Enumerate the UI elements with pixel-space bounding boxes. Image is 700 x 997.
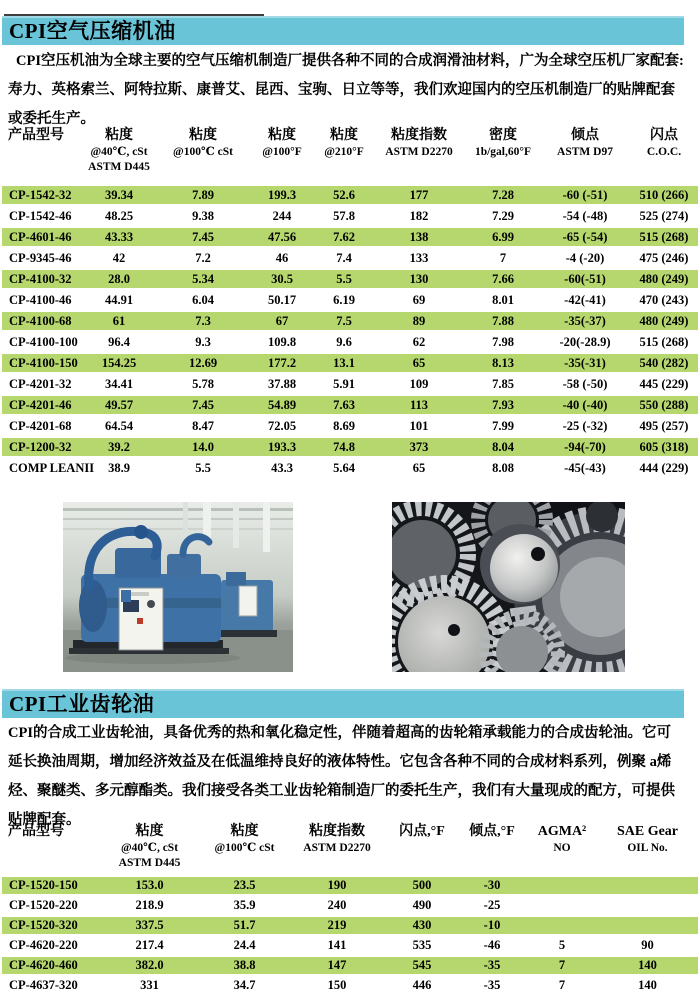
table-cell: CP-4100-68 bbox=[2, 311, 80, 332]
table-cell: 43.3 bbox=[248, 458, 316, 479]
table-cell: 153.0 bbox=[97, 877, 202, 896]
table-cell: -65 (-54) bbox=[540, 227, 630, 248]
table-cell: -35(-31) bbox=[540, 353, 630, 374]
table-cell: CP-4620-460 bbox=[2, 956, 97, 976]
table-cell: 240 bbox=[287, 896, 387, 916]
table-cell: 7 bbox=[466, 248, 540, 269]
table-cell: 373 bbox=[372, 437, 466, 458]
table-cell: 154.25 bbox=[80, 353, 158, 374]
table-row bbox=[2, 248, 698, 269]
table-cell: 7.2 bbox=[158, 248, 248, 269]
table-cell: 140 bbox=[597, 976, 698, 996]
table-cell: 9.3 bbox=[158, 332, 248, 353]
table-cell: 147 bbox=[287, 956, 387, 976]
table-cell: 446 bbox=[387, 976, 457, 996]
table-cell: 8.69 bbox=[316, 416, 372, 437]
table-cell: -35(-37) bbox=[540, 311, 630, 332]
table-body bbox=[2, 186, 698, 479]
table-cell: 72.05 bbox=[248, 416, 316, 437]
table-cell: 57.8 bbox=[316, 206, 372, 227]
table-cell: 190 bbox=[287, 877, 387, 896]
table-cell: CP-1542-46 bbox=[2, 206, 80, 227]
table-cell: 39.2 bbox=[80, 437, 158, 458]
gear-oil-spec-table bbox=[2, 820, 698, 997]
air-compressor-photo bbox=[63, 502, 293, 672]
table-cell: -35 bbox=[457, 956, 527, 976]
column-header: 粘度指数 ASTM D2270 bbox=[385, 128, 453, 158]
table-cell: 64.54 bbox=[80, 416, 158, 437]
table-cell: 90 bbox=[597, 936, 698, 956]
table-cell: 47.56 bbox=[248, 227, 316, 248]
table-cell: 495 (257) bbox=[630, 416, 698, 437]
table-row bbox=[2, 353, 698, 374]
table-cell: 34.41 bbox=[80, 374, 158, 395]
gears-photo bbox=[392, 502, 625, 672]
table-cell: 480 (249) bbox=[630, 269, 698, 290]
table-cell: 219 bbox=[287, 916, 387, 936]
table-cell: 23.5 bbox=[202, 877, 287, 896]
table-cell bbox=[597, 877, 698, 896]
table-cell: 540 (282) bbox=[630, 353, 698, 374]
table-cell: CP-4601-46 bbox=[2, 227, 80, 248]
table-row bbox=[2, 290, 698, 311]
table-cell: 7.29 bbox=[466, 206, 540, 227]
compressor-oil-spec-table bbox=[2, 124, 698, 480]
table-row bbox=[2, 311, 698, 332]
table-cell: CP-4201-68 bbox=[2, 416, 80, 437]
table-cell: -40 (-40) bbox=[540, 395, 630, 416]
table-cell: 9.6 bbox=[316, 332, 372, 353]
table-cell: 13.1 bbox=[316, 353, 372, 374]
table-cell: -25 (-32) bbox=[540, 416, 630, 437]
table-cell: 89 bbox=[372, 311, 466, 332]
table-cell: 217.4 bbox=[97, 936, 202, 956]
table-cell: 61 bbox=[80, 311, 158, 332]
table-cell: -46 bbox=[457, 936, 527, 956]
table-row bbox=[2, 227, 698, 248]
table-cell: 331 bbox=[97, 976, 202, 996]
table-cell: -25 bbox=[457, 896, 527, 916]
table-cell: 44.91 bbox=[80, 290, 158, 311]
column-header: SAE Gear OIL No. bbox=[616, 824, 679, 854]
table-cell: CP-9345-46 bbox=[2, 248, 80, 269]
table-cell bbox=[527, 916, 597, 936]
column-header: 粘度 @100°F bbox=[262, 128, 302, 158]
table-cell: 7.5 bbox=[316, 311, 372, 332]
table-cell: 218.9 bbox=[97, 896, 202, 916]
table-cell: 7.88 bbox=[466, 311, 540, 332]
table-cell: 109.8 bbox=[248, 332, 316, 353]
paragraph-line: 贴牌配套。 bbox=[8, 812, 81, 828]
table-row bbox=[2, 976, 698, 996]
table-row bbox=[2, 269, 698, 290]
table-cell: 515 (268) bbox=[630, 227, 698, 248]
table-header bbox=[2, 124, 698, 186]
table-cell: 7.62 bbox=[316, 227, 372, 248]
table-cell: 382.0 bbox=[97, 956, 202, 976]
table-cell: 7 bbox=[527, 976, 597, 996]
table-cell: 96.4 bbox=[80, 332, 158, 353]
table-cell: 24.4 bbox=[202, 936, 287, 956]
table-cell: COMP LEANII bbox=[2, 458, 80, 479]
table-cell: 475 (246) bbox=[630, 248, 698, 269]
table-cell: 37.88 bbox=[248, 374, 316, 395]
table-cell: 5.64 bbox=[316, 458, 372, 479]
section-header-compressor-oil bbox=[2, 16, 684, 45]
table-cell: 138 bbox=[372, 227, 466, 248]
table-cell: CP-4100-100 bbox=[2, 332, 80, 353]
table-cell: 7 bbox=[527, 956, 597, 976]
table-cell: 7.89 bbox=[158, 186, 248, 206]
table-row bbox=[2, 395, 698, 416]
table-cell: 52.6 bbox=[316, 186, 372, 206]
table-cell: CP-4100-150 bbox=[2, 353, 80, 374]
table-cell bbox=[597, 896, 698, 916]
table-row bbox=[2, 896, 698, 916]
table-cell: 38.8 bbox=[202, 956, 287, 976]
table-cell: -30 bbox=[457, 877, 527, 896]
table-cell: CP-4637-320 bbox=[2, 976, 97, 996]
table-row bbox=[2, 186, 698, 206]
table-cell: 6.19 bbox=[316, 290, 372, 311]
column-header: 密度 1b/gal,60°F bbox=[474, 128, 532, 158]
table-cell: 535 bbox=[387, 936, 457, 956]
table-cell: 38.9 bbox=[80, 458, 158, 479]
column-header: 产品型号 bbox=[8, 824, 64, 839]
table-cell: CP-4620-220 bbox=[2, 936, 97, 956]
table-cell: CP-4100-46 bbox=[2, 290, 80, 311]
table-cell: 605 (318) bbox=[630, 437, 698, 458]
table-cell: 430 bbox=[387, 916, 457, 936]
table-cell: 7.45 bbox=[158, 395, 248, 416]
table-cell: 28.0 bbox=[80, 269, 158, 290]
table-cell: 5.5 bbox=[158, 458, 248, 479]
table-header-row bbox=[2, 124, 698, 186]
table-cell: CP-4201-32 bbox=[2, 374, 80, 395]
table-cell: 8.04 bbox=[466, 437, 540, 458]
table-cell: -35 bbox=[457, 976, 527, 996]
section-header-gear-oil bbox=[2, 689, 684, 718]
column-header: 粘度 @100℃ cSt bbox=[214, 824, 275, 854]
table-cell: CP-1520-220 bbox=[2, 896, 97, 916]
table-cell: -42(-41) bbox=[540, 290, 630, 311]
column-header: 闪点 C.O.C. bbox=[646, 128, 682, 158]
table-cell: 337.5 bbox=[97, 916, 202, 936]
table-cell: 65 bbox=[372, 458, 466, 479]
paragraph-line: 或委托生产。 bbox=[8, 111, 95, 127]
table-cell: 7.99 bbox=[466, 416, 540, 437]
table-cell: 46 bbox=[248, 248, 316, 269]
table-cell: 177 bbox=[372, 186, 466, 206]
table-cell: 34.7 bbox=[202, 976, 287, 996]
table-cell: -58 (-50) bbox=[540, 374, 630, 395]
table-cell: 49.57 bbox=[80, 395, 158, 416]
table-cell: 14.0 bbox=[158, 437, 248, 458]
table-cell: CP-1200-32 bbox=[2, 437, 80, 458]
table-row bbox=[2, 877, 698, 896]
table-cell: 74.8 bbox=[316, 437, 372, 458]
paragraph-line: CPI空压机油为全球主要的空气压缩机制造厂提供各种不同的合成润滑油材料，广为全球空压机厂家配套: bbox=[16, 53, 684, 69]
table-header-row bbox=[2, 820, 698, 877]
table-cell: CP-1542-32 bbox=[2, 186, 80, 206]
table-cell: 50.17 bbox=[248, 290, 316, 311]
table-cell: 30.5 bbox=[248, 269, 316, 290]
table-cell: 9.38 bbox=[158, 206, 248, 227]
table-row bbox=[2, 206, 698, 227]
table-cell: -94(-70) bbox=[540, 437, 630, 458]
table-cell: 141 bbox=[287, 936, 387, 956]
table-cell: 182 bbox=[372, 206, 466, 227]
column-header: 粘度 @40℃, cSt ASTM D445 bbox=[118, 824, 181, 869]
section-title: CPI空气压缩机油 bbox=[9, 19, 176, 43]
table-cell: 445 (229) bbox=[630, 374, 698, 395]
table-cell: 35.9 bbox=[202, 896, 287, 916]
table-cell: -60 (-51) bbox=[540, 186, 630, 206]
table-row bbox=[2, 458, 698, 479]
table-cell: CP-4100-32 bbox=[2, 269, 80, 290]
table-cell: 48.25 bbox=[80, 206, 158, 227]
table-cell: -20(-28.9) bbox=[540, 332, 630, 353]
table-header bbox=[2, 820, 698, 877]
column-header: 产品型号 bbox=[8, 128, 64, 143]
table-cell: -4 (-20) bbox=[540, 248, 630, 269]
table-cell: 525 (274) bbox=[630, 206, 698, 227]
table-cell: 490 bbox=[387, 896, 457, 916]
table-cell: 444 (229) bbox=[630, 458, 698, 479]
table-cell: 8.47 bbox=[158, 416, 248, 437]
table-cell: 39.34 bbox=[80, 186, 158, 206]
table-row bbox=[2, 374, 698, 395]
column-header: 闪点,°F bbox=[399, 824, 445, 839]
table-cell: 5 bbox=[527, 936, 597, 956]
table-cell: -45(-43) bbox=[540, 458, 630, 479]
table-row bbox=[2, 916, 698, 936]
table-cell: 109 bbox=[372, 374, 466, 395]
table-cell: 65 bbox=[372, 353, 466, 374]
paragraph-line: CPI的合成工业齿轮油，具备优秀的热和氧化稳定性，伴随着超高的齿轮箱承载能力的合成齿轮油。它可 bbox=[8, 725, 671, 741]
paragraph-line: 寿力、英格索兰、阿特拉斯、康普艾、昆西、宝驹、日立等等，我们欢迎国内的空压机制造厂的贴牌配套 bbox=[8, 82, 675, 98]
table-cell: 177.2 bbox=[248, 353, 316, 374]
table-cell: 101 bbox=[372, 416, 466, 437]
table-cell: 12.69 bbox=[158, 353, 248, 374]
column-header: 粘度指数 ASTM D2270 bbox=[303, 824, 371, 854]
table-cell: 69 bbox=[372, 290, 466, 311]
table-cell: 7.4 bbox=[316, 248, 372, 269]
table-cell: 7.66 bbox=[466, 269, 540, 290]
table-cell: 480 (249) bbox=[630, 311, 698, 332]
table-cell: 8.08 bbox=[466, 458, 540, 479]
table-cell: 150 bbox=[287, 976, 387, 996]
table-cell: -10 bbox=[457, 916, 527, 936]
paragraph-line: 烃、聚醚类、多元醇酯类。我们接受各类工业齿轮箱制造厂的委托生产，我们有大量现成的配方，可提供 bbox=[8, 783, 675, 799]
table-cell: 42 bbox=[80, 248, 158, 269]
table-cell: 140 bbox=[597, 956, 698, 976]
table-cell: 54.89 bbox=[248, 395, 316, 416]
table-cell: -60(-51) bbox=[540, 269, 630, 290]
compressor-oil-intro-paragraph bbox=[8, 47, 695, 134]
table-cell: 67 bbox=[248, 311, 316, 332]
table-cell: 113 bbox=[372, 395, 466, 416]
column-header: 倾点 ASTM D97 bbox=[557, 128, 613, 158]
table-cell: 7.45 bbox=[158, 227, 248, 248]
table-cell: CP-1520-150 bbox=[2, 877, 97, 896]
table-cell: 7.98 bbox=[466, 332, 540, 353]
section-title: CPI工业齿轮油 bbox=[9, 692, 155, 716]
column-header: 粘度 @100℃ cSt bbox=[173, 128, 233, 158]
table-cell: 470 (243) bbox=[630, 290, 698, 311]
table-cell: 515 (268) bbox=[630, 332, 698, 353]
table-body bbox=[2, 877, 698, 996]
table-cell: 500 bbox=[387, 877, 457, 896]
table-cell: 8.13 bbox=[466, 353, 540, 374]
table-cell: 193.3 bbox=[248, 437, 316, 458]
gear-oil-intro-paragraph bbox=[8, 719, 695, 835]
table-cell: 7.93 bbox=[466, 395, 540, 416]
table-cell: 5.78 bbox=[158, 374, 248, 395]
table-cell: 6.04 bbox=[158, 290, 248, 311]
column-header: 粘度 @40℃, cSt ASTM D445 bbox=[88, 128, 150, 173]
table-cell: 545 bbox=[387, 956, 457, 976]
table-cell bbox=[527, 896, 597, 916]
table-cell: 7.63 bbox=[316, 395, 372, 416]
table-row bbox=[2, 956, 698, 976]
table-cell: 5.34 bbox=[158, 269, 248, 290]
table-cell: 8.01 bbox=[466, 290, 540, 311]
air-compressor-illustration bbox=[63, 502, 293, 672]
table-cell bbox=[597, 916, 698, 936]
table-cell: 6.99 bbox=[466, 227, 540, 248]
table-cell: 510 (266) bbox=[630, 186, 698, 206]
table-cell: 199.3 bbox=[248, 186, 316, 206]
column-header: 粘度 @210°F bbox=[324, 128, 364, 158]
table-cell: 550 (288) bbox=[630, 395, 698, 416]
table-cell: 133 bbox=[372, 248, 466, 269]
table-cell: 62 bbox=[372, 332, 466, 353]
table-cell bbox=[527, 877, 597, 896]
paragraph-line: 延长换油周期，增加经济效益及在低温维持良好的液体特性。它包含各种不同的合成材料系列，例聚 a烯 bbox=[8, 754, 672, 770]
table-cell: -54 (-48) bbox=[540, 206, 630, 227]
table-row bbox=[2, 416, 698, 437]
table-cell: 7.3 bbox=[158, 311, 248, 332]
column-header: AGMA² NO bbox=[537, 824, 587, 854]
table-row bbox=[2, 437, 698, 458]
table-cell: 244 bbox=[248, 206, 316, 227]
table-row bbox=[2, 936, 698, 956]
table-cell: 7.28 bbox=[466, 186, 540, 206]
table-row bbox=[2, 332, 698, 353]
table-cell: 5.5 bbox=[316, 269, 372, 290]
table-cell: 130 bbox=[372, 269, 466, 290]
column-header: 倾点,°F bbox=[469, 824, 515, 839]
table-cell: 5.91 bbox=[316, 374, 372, 395]
table-cell: 51.7 bbox=[202, 916, 287, 936]
table-cell: CP-4201-46 bbox=[2, 395, 80, 416]
table-cell: 7.85 bbox=[466, 374, 540, 395]
table-cell: 43.33 bbox=[80, 227, 158, 248]
gears-illustration bbox=[392, 502, 625, 672]
table-cell: CP-1520-320 bbox=[2, 916, 97, 936]
